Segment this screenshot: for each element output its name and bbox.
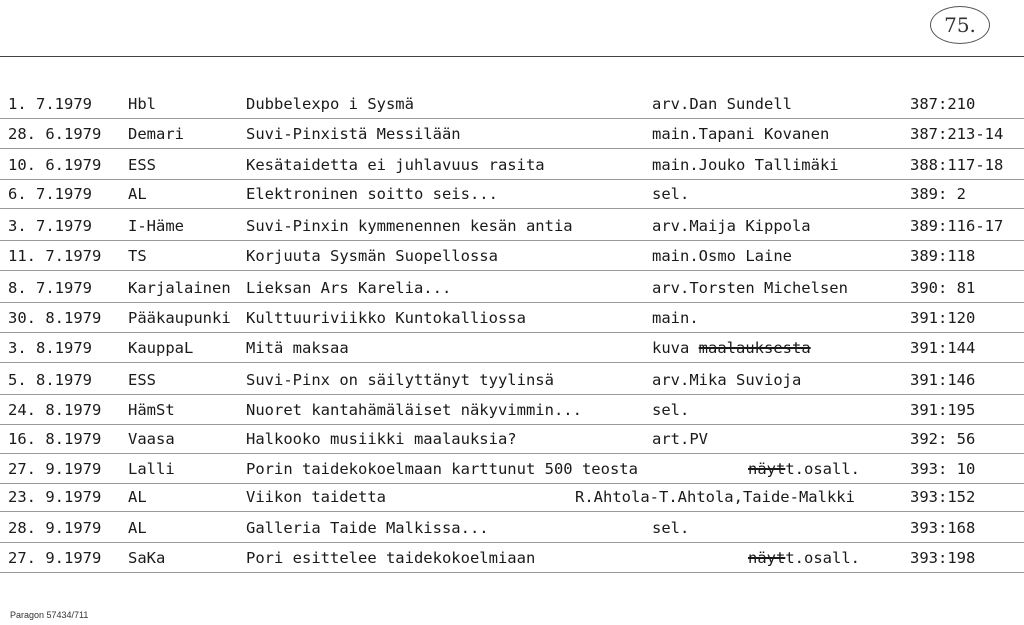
entry-author: main.Tapani Kovanen <box>652 125 830 143</box>
entry-row <box>0 545 1024 571</box>
entry-row <box>0 484 1024 510</box>
entry-ref: 389:116-17 <box>910 217 1004 235</box>
entry-source: Karjalainen <box>128 279 231 297</box>
entry-author: sel. <box>652 401 690 419</box>
entry-author: näytt.osall. <box>748 549 860 567</box>
entry-row <box>0 397 1024 423</box>
entry-row <box>0 426 1024 452</box>
entry-row <box>0 275 1024 301</box>
entry-title: Suvi-Pinxin kymmenennen kesän antia <box>246 217 573 235</box>
entry-source: ESS <box>128 371 156 389</box>
entry-date: 3. 8.1979 <box>8 339 92 357</box>
entry-date: 8. 7.1979 <box>8 279 92 297</box>
entry-source: Vaasa <box>128 430 175 448</box>
entry-author: arv.Dan Sundell <box>652 95 792 113</box>
entry-source: AL <box>128 488 147 506</box>
entry-ref: 387:213-14 <box>910 125 1004 143</box>
entry-row <box>0 91 1024 117</box>
entry-author: näytt.osall. <box>748 460 860 478</box>
entry-title: Dubbelexpo i Sysmä <box>246 95 414 113</box>
ruled-line <box>0 453 1024 454</box>
entry-row <box>0 335 1024 361</box>
entry-date: 27. 9.1979 <box>8 549 102 567</box>
entry-ref: 388:117-18 <box>910 156 1004 174</box>
entry-ref: 393: 10 <box>910 460 976 478</box>
entry-author: arv.Maija Kippola <box>652 217 811 235</box>
ruled-line <box>0 240 1024 241</box>
entry-title: Elektroninen soitto seis... <box>246 185 498 203</box>
ruled-line <box>0 511 1024 512</box>
entry-title: Korjuuta Sysmän Suopellossa <box>246 247 498 265</box>
entry-row <box>0 213 1024 239</box>
entry-ref: 393:168 <box>910 519 976 537</box>
card-number <box>930 6 990 44</box>
entry-title: Kesätaidetta ei juhlavuus rasita <box>246 156 545 174</box>
entry-date: 16. 8.1979 <box>8 430 102 448</box>
entry-title: Porin taidekokoelmaan karttunut 500 teosta <box>246 460 638 478</box>
entry-row <box>0 515 1024 541</box>
entry-ref: 391:120 <box>910 309 976 327</box>
entry-row <box>0 367 1024 393</box>
ruled-line <box>0 362 1024 363</box>
entry-date: 6. 7.1979 <box>8 185 92 203</box>
entry-author: R.Ahtola-T.Ahtola,Taide-Malkki <box>575 488 855 506</box>
entry-author: main.Jouko Tallimäki <box>652 156 839 174</box>
entry-title: Mitä maksaa <box>246 339 349 357</box>
entry-date: 28. 6.1979 <box>8 125 102 143</box>
entry-ref: 389:118 <box>910 247 976 265</box>
entry-source: Pääkaupunki <box>128 309 231 327</box>
entry-date: 1. 7.1979 <box>8 95 92 113</box>
entry-row <box>0 305 1024 331</box>
entry-source: TS <box>128 247 147 265</box>
entry-title: Viikon taidetta <box>246 488 386 506</box>
entry-author: main.Osmo Laine <box>652 247 792 265</box>
entry-ref: 387:210 <box>910 95 976 113</box>
entry-author: arv.Mika Suvioja <box>652 371 802 389</box>
entry-author: sel. <box>652 185 690 203</box>
entry-source: SaKa <box>128 549 166 567</box>
struck-text: näyt <box>748 549 786 567</box>
header-rule <box>0 56 1024 57</box>
entry-title: Kulttuuriviikko Kuntokalliossa <box>246 309 526 327</box>
entry-row <box>0 181 1024 207</box>
entry-date: 10. 6.1979 <box>8 156 102 174</box>
entry-date: 23. 9.1979 <box>8 488 102 506</box>
entry-source: Lalli <box>128 460 175 478</box>
entry-ref: 393:198 <box>910 549 976 567</box>
entry-source: HämSt <box>128 401 175 419</box>
entry-author: main. <box>652 309 699 327</box>
entry-ref: 389: 2 <box>910 185 966 203</box>
entry-title: Nuoret kantahämäläiset näkyvimmin... <box>246 401 582 419</box>
entry-source: I-Häme <box>128 217 184 235</box>
entry-date: 3. 7.1979 <box>8 217 92 235</box>
entry-date: 5. 8.1979 <box>8 371 92 389</box>
entry-ref: 390: 81 <box>910 279 976 297</box>
entry-title: Halkooko musiikki maalauksia? <box>246 430 517 448</box>
entry-source: Demari <box>128 125 184 143</box>
card-footer: Paragon 57434/711 <box>10 610 89 620</box>
entry-date: 28. 9.1979 <box>8 519 102 537</box>
ruled-line <box>0 270 1024 271</box>
entry-date: 11. 7.1979 <box>8 247 102 265</box>
entry-source: KauppaL <box>128 339 194 357</box>
entry-source: AL <box>128 185 147 203</box>
entry-author: arv.Torsten Michelsen <box>652 279 848 297</box>
entry-date: 30. 8.1979 <box>8 309 102 327</box>
card-number-text: 75. <box>944 13 976 37</box>
entry-title: Galleria Taide Malkissa... <box>246 519 489 537</box>
struck-text: maalauksesta <box>698 339 811 357</box>
entry-row <box>0 152 1024 178</box>
ruled-line <box>0 148 1024 149</box>
entry-author: sel. <box>652 519 690 537</box>
entry-date: 24. 8.1979 <box>8 401 102 419</box>
entry-author: art.PV <box>652 430 708 448</box>
entry-title: Suvi-Pinxistä Messilään <box>246 125 461 143</box>
ruled-line <box>0 208 1024 209</box>
entry-row <box>0 456 1024 482</box>
entry-ref: 391:195 <box>910 401 976 419</box>
ruled-line <box>0 179 1024 180</box>
entry-ref: 392: 56 <box>910 430 976 448</box>
entry-author: kuva maalauksesta <box>652 339 811 357</box>
entry-source: AL <box>128 519 147 537</box>
entry-title: Lieksan Ars Karelia... <box>246 279 452 297</box>
entry-row <box>0 243 1024 269</box>
entry-title: Suvi-Pinx on säilyttänyt tyylinsä <box>246 371 554 389</box>
ruled-line <box>0 542 1024 543</box>
entry-ref: 391:146 <box>910 371 976 389</box>
ruled-line <box>0 332 1024 333</box>
entry-ref: 391:144 <box>910 339 976 357</box>
ruled-line <box>0 118 1024 119</box>
entry-row <box>0 121 1024 147</box>
ruled-line <box>0 424 1024 425</box>
entry-title: Pori esittelee taidekokoelmiaan <box>246 549 536 567</box>
ruled-line <box>0 572 1024 573</box>
entry-date: 27. 9.1979 <box>8 460 102 478</box>
entry-source: ESS <box>128 156 156 174</box>
entry-ref: 393:152 <box>910 488 976 506</box>
entry-source: Hbl <box>128 95 156 113</box>
struck-text: näyt <box>748 460 786 478</box>
ruled-line <box>0 302 1024 303</box>
ruled-line <box>0 394 1024 395</box>
